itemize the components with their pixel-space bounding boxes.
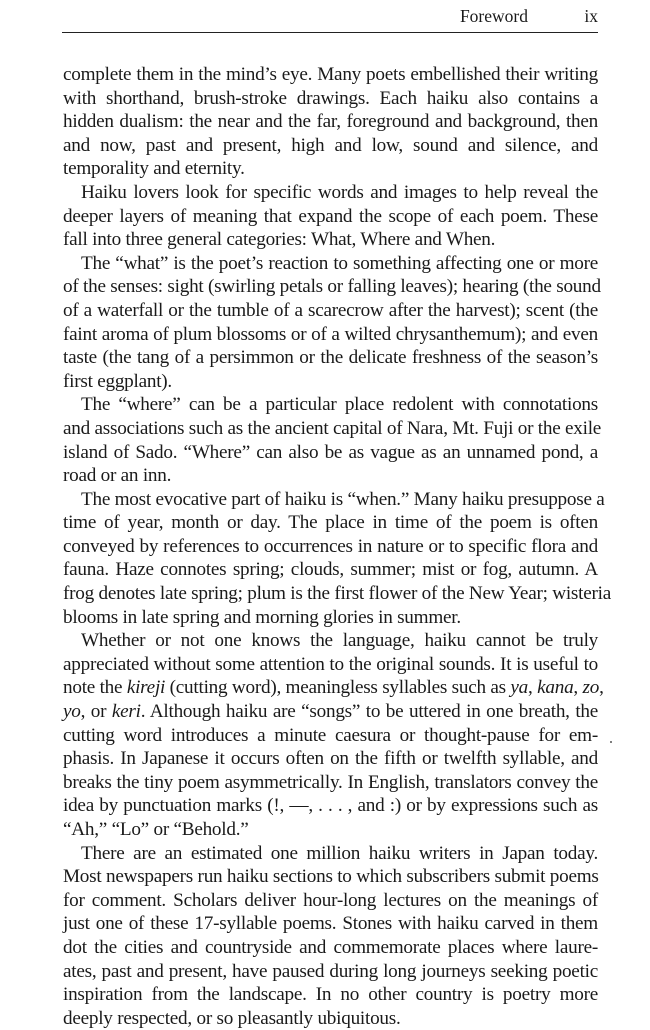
text-line: blooms in late spring and morning glories in summer. — [63, 606, 461, 628]
text-line: first eggplant). — [63, 370, 172, 392]
text-line: breaks the tiny poem asymmetrically. In English, translators convey the — [63, 771, 598, 793]
text-line: fall into three general categories: What, Where and When. — [63, 229, 496, 251]
text-line: inspiration from the landscape. In no other country is poetry more — [63, 984, 598, 1006]
text-line: of a waterfall or the tumble of a scarecrow after the harvest); scent (the — [63, 299, 598, 321]
text-line: complete them in the mind’s eye. Many poets embellished their writing — [63, 64, 598, 85]
text-line: taste (the tang of a persimmon or the delicate freshness of the season’s — [63, 347, 598, 369]
text-line: idea by punctuation marks (!, —, . . . , and :) or by expressions such as — [63, 795, 598, 817]
text-line: road or an inn. — [63, 465, 172, 487]
italic-term: yo — [63, 701, 81, 723]
text-line: ates, past and present, have paused during long journeys seeking poetic — [63, 960, 598, 982]
text-line: There are an estimated one million haiku writers in Japan today. — [81, 842, 598, 864]
text-line: appreciated without some attention to the original sounds. It is useful to — [63, 653, 598, 675]
text-line: dot the cities and countryside and commemorate places where laure- — [63, 936, 598, 958]
paragraph-japan-today — [63, 842, 598, 1030]
page-header — [62, 4, 598, 33]
scan-speck — [610, 741, 612, 743]
text-line: Most newspapers run haiku sections to which subscribers submit poems — [63, 866, 599, 888]
paragraph-dualism — [63, 63, 598, 181]
text-line: yo, or keri. Although haiku are “songs” to be uttered in one breath, the — [63, 701, 599, 723]
text-line: island of Sado. “Where” can also be as vague as an unnamed pond, a — [63, 441, 598, 463]
running-head: Foreword — [459, 6, 528, 26]
text-line: for comment. Scholars deliver hour-long lectures on the meanings of — [63, 889, 598, 911]
text-line: Whether or not one knows the language, haiku cannot be truly — [81, 630, 598, 652]
paragraph-sounds — [63, 629, 604, 841]
text-line: frog denotes late spring; plum is the first flower of the New Year; wisteria — [63, 583, 611, 605]
text-line: with shorthand, brush-stroke drawings. Each haiku also contains a — [63, 87, 598, 109]
text-line: conveyed by references to occurrences in nature or to specific flora and — [63, 535, 598, 557]
text-line: just one of these 17-syllable poems. Stones with haiku carved in them — [63, 913, 598, 935]
text-line: “Ah,” “Lo” or “Behold.” — [63, 819, 249, 840]
italic-term: kireji — [126, 677, 166, 699]
italic-term: kana — [537, 677, 574, 699]
text-line: phasis. In Japanese it occurs often on the fifth or twelfth syllable, and — [63, 748, 598, 770]
paragraph-what — [63, 252, 601, 394]
text-line: time of year, month or day. The place in time of the poem is often — [63, 512, 598, 534]
text-line: of the senses: sight (swirling petals or falling leaves); hearing (the sound — [63, 276, 601, 298]
text-line: The “where” can be a particular place redolent with connotations — [81, 394, 598, 416]
text-line: The most evocative part of haiku is “when.” Many haiku presuppose a — [81, 488, 605, 510]
text-line: and associations such as the ancient capital of Nara, Mt. Fuji or the exile — [63, 417, 602, 439]
page-number: ix — [584, 6, 598, 26]
text-line: deeply respected, or so pleasantly ubiquitous. — [63, 1007, 401, 1029]
text-line: temporality and eternity. — [63, 158, 245, 180]
text-line: cutting word introduces a minute caesura or thought-pause for em- — [63, 724, 598, 746]
paragraph-where — [63, 393, 602, 487]
text-line: Haiku lovers look for specific words and images to help reveal the — [81, 181, 598, 203]
paragraph-when — [63, 488, 611, 630]
italic-term: zo — [582, 677, 600, 699]
text-line: The “what” is the poet’s reaction to something affecting one or more — [81, 252, 598, 274]
paragraph-categories — [63, 181, 598, 252]
text-line: fauna. Haze connotes spring; clouds, summer; mist or fog, autumn. A — [63, 559, 598, 581]
text-line: and now, past and present, high and low, sound and silence, and — [63, 134, 598, 156]
text-line: deeper layers of meaning that expand the scope of each poem. These — [63, 205, 598, 227]
text-line: faint aroma of plum blossoms or of a wilted chrysanthemum); and even — [63, 323, 598, 345]
body-text — [63, 63, 611, 1030]
text-line: note the kireji (cutting word), meaningless syllables such as ya, kana, zo, — [63, 677, 604, 699]
italic-term: ya — [510, 677, 529, 699]
text-line: hidden dualism: the near and the far, foreground and background, then — [63, 111, 598, 133]
italic-term: keri — [111, 701, 141, 723]
